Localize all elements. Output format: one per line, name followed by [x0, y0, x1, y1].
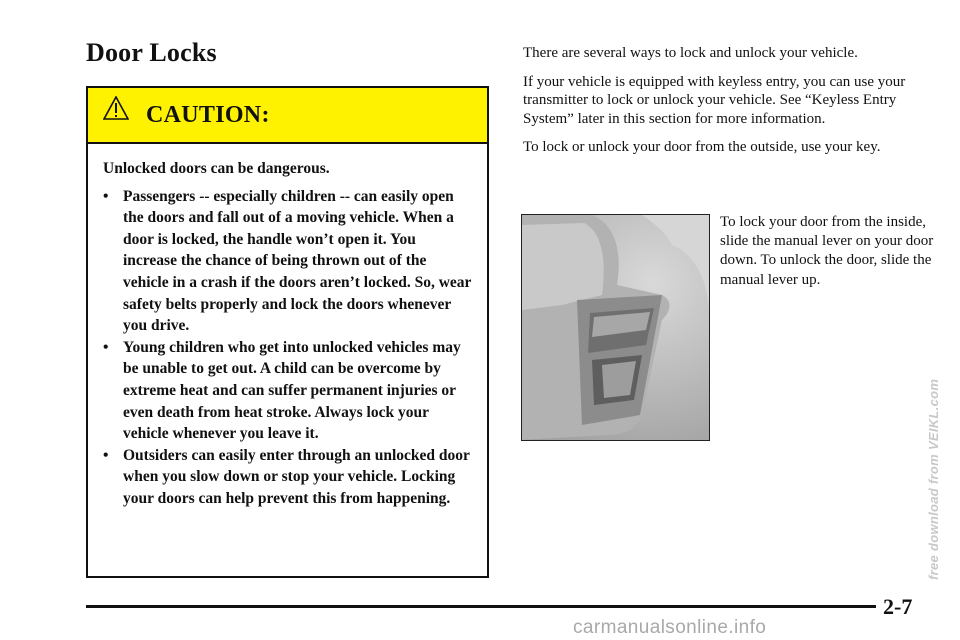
bullet-icon: • [103, 446, 109, 464]
bullet-icon: • [103, 338, 109, 356]
warning-triangle-icon [103, 96, 129, 120]
caution-item-text: Passengers -- especially children -- can easily open the doors and fall out of a moving vehicle. When a door is locked, the handle won’t open it. You increase the chance of being thrown out of the vehicle in a crash if the doors aren’t locked. So, wear safety belts properly and lock the doors whenever you drive. [123, 187, 472, 335]
caution-item [103, 186, 473, 337]
door-lever-illustration [522, 215, 709, 440]
caution-list [103, 186, 473, 510]
watermark: free download from VEIKL.com [926, 378, 941, 580]
caution-body [88, 144, 487, 510]
body-text [523, 44, 928, 167]
body-paragraph: There are several ways to lock and unlock your vehicle. [523, 45, 858, 61]
page-title: Door Locks [86, 38, 217, 67]
caution-title: CAUTION: [146, 102, 270, 128]
site-footer: carmanualsonline.info [573, 617, 767, 638]
caution-item [103, 445, 473, 510]
body-paragraph: If your vehicle is equipped with keyless entry, you can use your transmitter to lock or unlock your vehicle. See “Keyless Entry System” later in this section for more information. [523, 73, 906, 127]
bullet-icon: • [103, 187, 109, 205]
footer-rule [86, 605, 876, 608]
caution-intro: Unlocked doors can be dangerous. [103, 160, 330, 177]
body-paragraph: To lock or unlock your door from the outside, use your key. [523, 139, 881, 155]
page-number: 2-7 [883, 594, 913, 619]
caution-item-text: Outsiders can easily enter through an unlocked door when you slow down or stop your vehicle. Locking your doors can help prevent this from happening. [123, 446, 470, 507]
caution-item [103, 337, 473, 445]
caution-box [86, 86, 489, 578]
caution-header [88, 88, 487, 144]
door-lock-lever-photo [521, 214, 710, 441]
photo-caption: To lock your door from the inside, slide the manual lever on your door down. To unlock the door, slide the manual lever up. [720, 214, 934, 288]
caution-item-text: Young children who get into unlocked vehicles may be unable to get out. A child can be overcome by extreme heat and can suffer permanent injuries or even death from heat stroke. Always lock your vehicle whenever you leave it. [123, 338, 461, 443]
